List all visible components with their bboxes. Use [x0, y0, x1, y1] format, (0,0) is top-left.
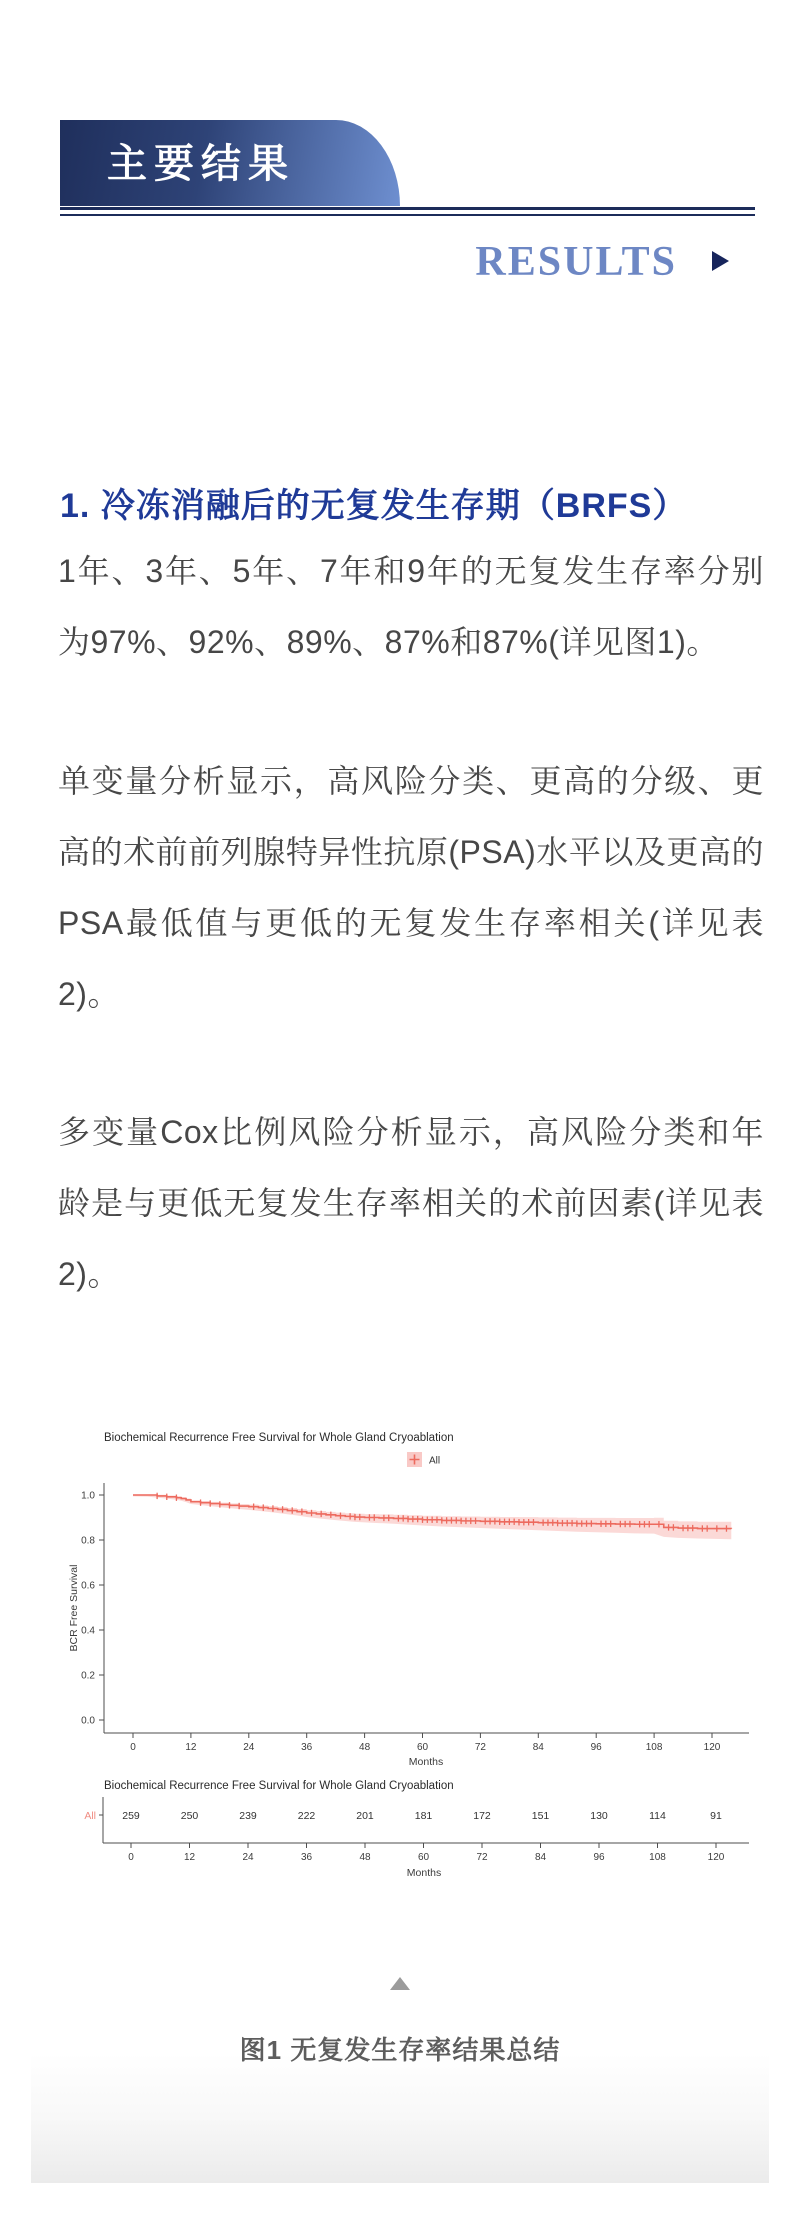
svg-text:Biochemical Recurrence Free Su: Biochemical Recurrence Free Survival for Whole Gland Cryoablation	[104, 1780, 454, 1792]
svg-text:24: 24	[242, 1852, 254, 1863]
svg-text:48: 48	[359, 1742, 371, 1753]
svg-text:84: 84	[534, 1852, 547, 1863]
svg-text:114: 114	[649, 1810, 666, 1822]
svg-text:Months: Months	[408, 1756, 444, 1768]
svg-text:72: 72	[476, 1852, 488, 1863]
svg-text:239: 239	[239, 1810, 257, 1822]
svg-text:48: 48	[359, 1852, 371, 1863]
svg-text:0.2: 0.2	[81, 1670, 95, 1682]
svg-text:60: 60	[416, 1742, 429, 1753]
results-heading: RESULTS	[475, 239, 677, 285]
number-at-risk-table	[60, 1772, 760, 1897]
svg-text:72: 72	[474, 1742, 486, 1753]
arrow-right-icon	[712, 251, 729, 271]
svg-text:222: 222	[297, 1810, 316, 1822]
svg-text:Biochemical Recurrence Free Su: Biochemical Recurrence Free Survival for Whole Gland Cryoablation	[104, 1432, 454, 1444]
svg-text:24: 24	[243, 1742, 255, 1753]
svg-text:91: 91	[710, 1810, 722, 1822]
banner-title: 主要结果	[107, 141, 295, 186]
section-title: 1. 冷冻消融后的无复发生存期（BRFS）	[60, 487, 688, 525]
svg-text:172: 172	[473, 1810, 491, 1822]
svg-text:108: 108	[649, 1852, 666, 1863]
collapse-up-icon[interactable]	[390, 1977, 410, 1990]
svg-text:All: All	[84, 1810, 96, 1822]
svg-text:0.6: 0.6	[81, 1580, 95, 1592]
svg-text:250: 250	[180, 1810, 199, 1822]
svg-text:36: 36	[301, 1742, 313, 1753]
svg-text:120: 120	[707, 1852, 725, 1863]
svg-text:1.0: 1.0	[81, 1490, 95, 1502]
svg-text:0.0: 0.0	[81, 1715, 95, 1727]
svg-text:84: 84	[532, 1742, 544, 1753]
section-banner	[60, 120, 400, 206]
svg-text:96: 96	[593, 1852, 605, 1863]
svg-text:181: 181	[414, 1810, 433, 1822]
svg-text:0: 0	[128, 1852, 134, 1863]
svg-text:120: 120	[703, 1742, 721, 1753]
divider-line-bottom	[60, 214, 755, 217]
paragraph: 多变量Cox比例风险分析显示，高风险分类和年龄是与更低无复发生存率相关的术前因素(详见表2)。	[58, 1114, 764, 1292]
svg-text:0.4: 0.4	[81, 1625, 95, 1637]
svg-text:12: 12	[185, 1742, 197, 1753]
km-survival-chart	[60, 1425, 760, 1775]
svg-text:0: 0	[130, 1742, 136, 1753]
svg-text:259: 259	[122, 1810, 140, 1822]
svg-text:12: 12	[183, 1852, 196, 1863]
paragraph: 1年、3年、5年、7年和9年的无复发生存率分别为97%、92%、89%、87%和87%(详见图1)。	[58, 553, 764, 660]
svg-text:201: 201	[356, 1810, 374, 1822]
svg-text:130: 130	[590, 1810, 608, 1822]
svg-text:0.8: 0.8	[81, 1535, 95, 1547]
svg-text:108: 108	[645, 1742, 663, 1753]
paragraph: 单变量分析显示，高风险分类、更高的分级、更高的术前前列腺特异性抗原(PSA)水平以及更高的PSA最低值与更低的无复发生存率相关(详见表2)。	[58, 763, 764, 1012]
svg-text:60: 60	[417, 1852, 430, 1863]
svg-text:36: 36	[300, 1852, 313, 1863]
bottom-gradient-panel	[31, 2053, 769, 2183]
figure-caption: 图1 无复发生存率结果总结	[239, 2035, 561, 2065]
svg-text:151: 151	[531, 1810, 550, 1822]
svg-text:All: All	[429, 1455, 441, 1467]
svg-text:BCR Free Survival: BCR Free Survival	[68, 1564, 80, 1652]
svg-text:96: 96	[590, 1742, 602, 1753]
divider-line-top	[60, 207, 755, 210]
svg-text:Months: Months	[406, 1867, 442, 1879]
